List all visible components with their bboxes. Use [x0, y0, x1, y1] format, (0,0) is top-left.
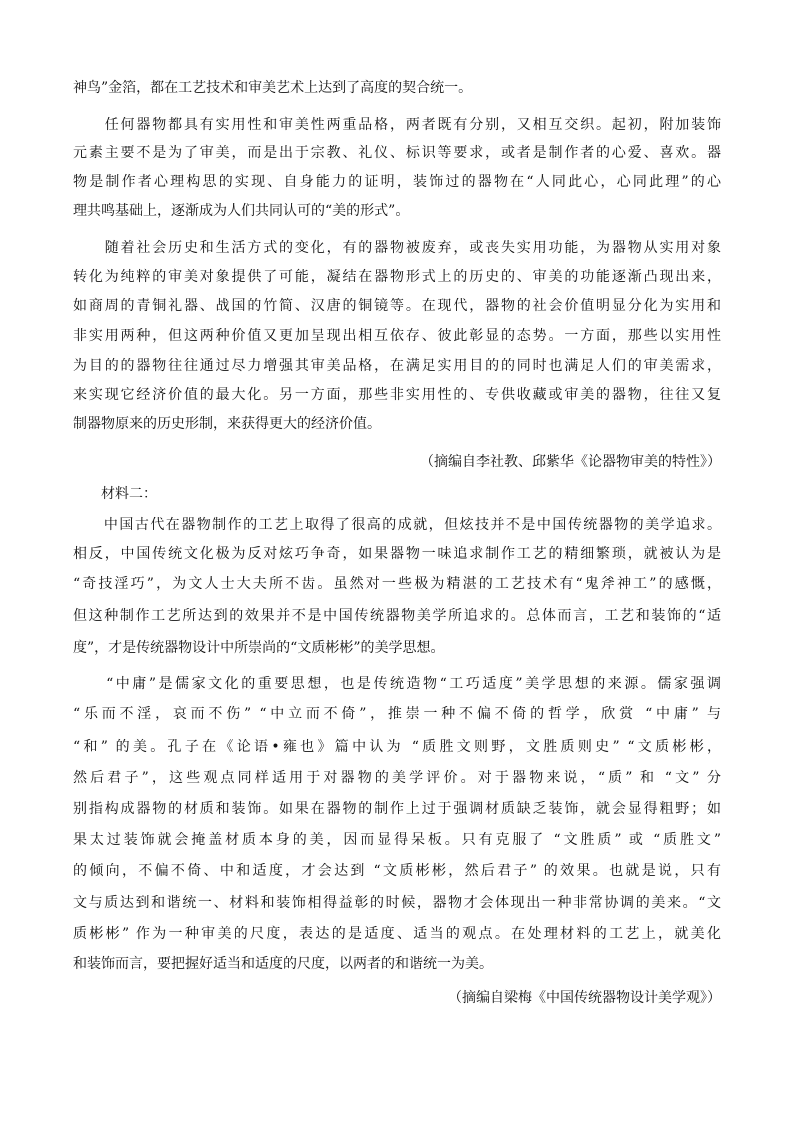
paragraph-line: 的倾向，不偏不倚、中和适度，才会达到 “文质彬彬，然后君子” 的效果。也就是说，只有 — [73, 863, 721, 879]
paragraph-line: 制器物原来的历史形制，来获得更大的经济价值。 — [73, 416, 381, 432]
paragraph-line: 但这种制作工艺所达到的效果并不是中国传统器物美学所追求的。总体而言，工艺和装饰的“适 — [73, 608, 721, 624]
paragraph-line: 非实用两种，但这两种价值又更加呈现出相互依存、彼此彰显的态势。一方面，那些以实用性 — [73, 328, 721, 344]
paragraph-line: “乐而不淫，哀而不伤” “中立而不倚”，推崇一种不偏不倚的哲学，欣赏 “中庸” 与 — [73, 706, 721, 722]
paragraph-line: 神鸟”金箔，都在工艺技术和审美艺术上达到了高度的契合统一。 — [73, 80, 473, 96]
paragraph-line: 理共鸣基础上，逐渐成为人们共同认可的“美的形式”。 — [73, 203, 410, 219]
paragraph-line: 然后君子”，这些观点同样适用于对器物的美学评价。对于器物来说，“质” 和 “文” 分 — [73, 770, 721, 786]
paragraph-line: 文与质达到和谐统一、材料和装饰相得益彰的时候，器物才会体现出一种非常协调的美来。“文 — [73, 895, 721, 911]
section-label: 材料二： — [73, 486, 157, 502]
paragraph-line: 任何器物都具有实用性和审美性两重品格，两者既有分别，又相互交织。起初，附加装饰 — [73, 117, 721, 133]
paragraph-line: 转化为纯粹的审美对象提供了可能，凝结在器物形式上的历史的、审美的功能逐渐凸现出来， — [73, 269, 721, 285]
paragraph-line: 来实现它经济价值的最大化。另一方面，那些非实用性的、专供收藏或审美的器物，往往又复 — [73, 387, 721, 403]
paragraph-line: 如商周的青铜礼器、战国的竹简、汉唐的铜镜等。在现代，器物的社会价值明显分化为实用和 — [73, 298, 721, 314]
paragraph-line: 为目的的器物往往通过尽力增强其审美品格，在满足实用目的的同时也满足人们的审美需求， — [73, 358, 721, 374]
paragraph-line: 度”，才是传统器物设计中所崇尚的“文质彬彬”的美学思想。 — [73, 640, 445, 656]
paragraph-line: “和” 的美。孔子在《论语•雍也》篇中认为 “质胜文则野，文胜质则史” “文质彬彬， — [73, 739, 721, 755]
paragraph-line: 随着社会历史和生活方式的变化，有的器物被废弃，或丧失实用功能，为器物从实用对象 — [73, 240, 721, 256]
paragraph-line: 中国古代在器物制作的工艺上取得了很高的成就，但炫技并不是中国传统器物的美学追求。 — [73, 517, 721, 533]
paragraph-line: 相反，中国传统文化极为反对炫巧争奇，如果器物一味追求制作工艺的精细繁琐，就被认为是 — [73, 546, 721, 562]
paragraph-line: 别指构成器物的材质和装饰。如果在器物的制作上过于强调材质缺乏装饰，就会显得粗野；如 — [73, 801, 721, 817]
paragraph-line: 元素主要不是为了审美，而是出于宗教、礼仪、标识等要求，或者是制作者的心爱、喜欢。器 — [73, 145, 721, 161]
paragraph-line: 物是制作者心理构思的实现、自身能力的证明，装饰过的器物在“人同此心，心同此理”的心 — [73, 174, 721, 190]
paragraph-line: “中庸”是儒家文化的重要思想，也是传统造物“工巧适度”美学思想的来源。儒家强调 — [73, 676, 721, 692]
paragraph-line: “奇技淫巧”，为文人士大夫所不齿。虽然对一些极为精湛的工艺技术有“鬼斧神工”的感慨， — [73, 576, 721, 592]
source-citation: （摘编自梁梅《中国传统器物设计美学观》） — [448, 990, 721, 1006]
paragraph-line: 果太过装饰就会掩盖材质本身的美，因而显得呆板。只有克服了 “文胜质” 或 “质胜文” — [73, 832, 721, 848]
source-citation: （摘编自李社教、邱紫华《论器物审美的特性》） — [420, 454, 721, 470]
paragraph-line: 和装饰而言，要把握好适当和适度的尺度，以两者的和谐统一为美。 — [73, 956, 493, 972]
paragraph-line: 质彬彬” 作为一种审美的尺度，表达的是适度、适当的观点。在处理材料的工艺上，就美化 — [73, 926, 721, 942]
